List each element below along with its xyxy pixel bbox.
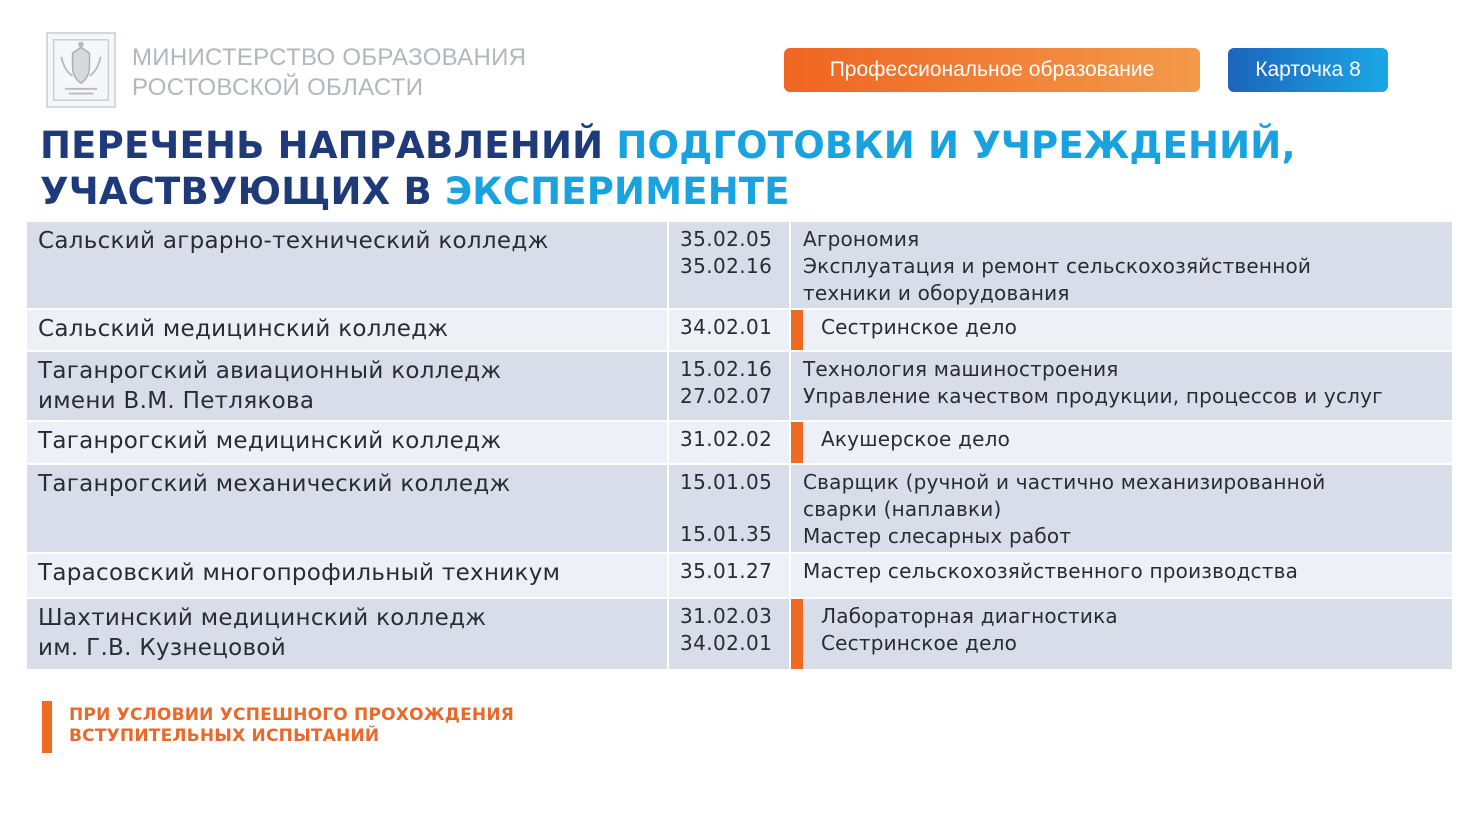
specialty-name: Эксплуатация и ремонт сельскохозяйственной bbox=[803, 254, 1312, 278]
program-code: 35.02.05 bbox=[680, 227, 773, 251]
table-row bbox=[27, 554, 1452, 597]
card-number-badge: Карточка 8 bbox=[1228, 48, 1388, 92]
program-code: 31.02.02 bbox=[680, 427, 773, 451]
table-row bbox=[27, 352, 1452, 420]
code-cell bbox=[669, 422, 789, 463]
footnote bbox=[69, 705, 514, 747]
code-cell bbox=[669, 352, 789, 420]
program-code: 31.02.03 bbox=[680, 604, 773, 628]
institution-cell bbox=[27, 222, 667, 308]
specialty-name: Акушерское дело bbox=[821, 427, 1011, 451]
code-cell bbox=[669, 465, 789, 552]
institution-name: Сальский аграрно-технический колледж bbox=[38, 228, 549, 254]
table-row bbox=[27, 422, 1452, 463]
program-code: 35.01.27 bbox=[680, 559, 773, 583]
institution-name: Тарасовский многопрофильный техникум bbox=[38, 560, 561, 586]
program-code: 34.02.01 bbox=[680, 315, 773, 339]
program-code: 15.01.35 bbox=[680, 522, 773, 546]
table-row bbox=[27, 465, 1452, 552]
footnote-accent-bar bbox=[42, 701, 52, 753]
ministry-name bbox=[132, 43, 526, 103]
table-row bbox=[27, 310, 1452, 350]
program-code: 27.02.07 bbox=[680, 384, 773, 408]
title-line2-light: ЭКСПЕРИМЕНТЕ bbox=[444, 170, 790, 213]
footnote-line-2: ВСТУПИТЕЛЬНЫХ ИСПЫТАНИЙ bbox=[69, 726, 380, 746]
specialty-cell bbox=[791, 599, 1452, 669]
title-line2-dark: УЧАСТВУЮЩИХ В bbox=[40, 170, 445, 213]
institution-name: Шахтинский медицинский колледж bbox=[38, 605, 487, 631]
spacer bbox=[680, 496, 789, 521]
program-code: 35.02.16 bbox=[680, 254, 773, 278]
footnote-line-1: ПРИ УСЛОВИИ УСПЕШНОГО ПРОХОЖДЕНИЯ bbox=[69, 705, 515, 725]
specialty-name: техники и оборудования bbox=[803, 281, 1070, 305]
institution-name: Таганрогский авиационный колледж bbox=[38, 358, 502, 384]
category-badge: Профессиональное образование bbox=[784, 48, 1200, 92]
institution-cell bbox=[27, 310, 667, 350]
specialty-name: Мастер сельскохозяйственного производства bbox=[803, 559, 1299, 583]
institution-cell bbox=[27, 352, 667, 420]
specialty-name: Агрономия bbox=[803, 227, 920, 251]
institution-cell bbox=[27, 554, 667, 597]
specialty-cell bbox=[791, 310, 1452, 350]
specialty-name: Технология машиностроения bbox=[803, 357, 1119, 381]
specialty-name: Сестринское дело bbox=[821, 315, 1018, 339]
institution-name: им. Г.В. Кузнецовой bbox=[38, 635, 287, 661]
specialty-name: сварки (наплавки) bbox=[803, 497, 1002, 521]
program-code: 15.01.05 bbox=[680, 470, 773, 494]
ministry-line-1: МИНИСТЕРСТВО ОБРАЗОВАНИЯ bbox=[132, 44, 527, 71]
code-cell bbox=[669, 554, 789, 597]
specialty-cell bbox=[791, 465, 1452, 552]
table-row bbox=[27, 599, 1452, 669]
specialty-cell bbox=[791, 422, 1452, 463]
specialty-name: Сварщик (ручной и частично механизированной bbox=[803, 470, 1326, 494]
specialty-name: Лабораторная диагностика bbox=[821, 604, 1118, 628]
ministry-line-2: РОСТОВСКОЙ ОБЛАСТИ bbox=[132, 74, 424, 101]
coat-of-arms-icon bbox=[46, 32, 116, 108]
specialty-cell bbox=[791, 352, 1452, 420]
code-cell bbox=[669, 599, 789, 669]
title-line1-dark: ПЕРЕЧЕНЬ НАПРАВЛЕНИЙ bbox=[40, 124, 617, 167]
specialty-cell bbox=[791, 554, 1452, 597]
institution-cell bbox=[27, 422, 667, 463]
institution-name: Сальский медицинский колледж bbox=[38, 316, 449, 342]
specialty-name: Мастер слесарных работ bbox=[803, 524, 1072, 548]
institution-cell bbox=[27, 465, 667, 552]
specialty-name: Сестринское дело bbox=[821, 631, 1018, 655]
table-row bbox=[27, 222, 1452, 308]
code-cell bbox=[669, 310, 789, 350]
specialty-name: Управление качеством продукции, процессов и услуг bbox=[803, 384, 1383, 408]
institution-name: Таганрогский медицинский колледж bbox=[38, 428, 502, 454]
institution-name: Таганрогский механический колледж bbox=[38, 471, 511, 497]
specialty-cell bbox=[791, 222, 1452, 308]
institution-cell bbox=[27, 599, 667, 669]
institution-name: имени В.М. Петлякова bbox=[38, 388, 315, 414]
program-code: 34.02.01 bbox=[680, 631, 773, 655]
program-code: 15.02.16 bbox=[680, 357, 773, 381]
code-cell bbox=[669, 222, 789, 308]
title-line1-light: ПОДГОТОВКИ И УЧРЕЖДЕНИЙ, bbox=[616, 124, 1296, 167]
page-title bbox=[40, 123, 1296, 215]
